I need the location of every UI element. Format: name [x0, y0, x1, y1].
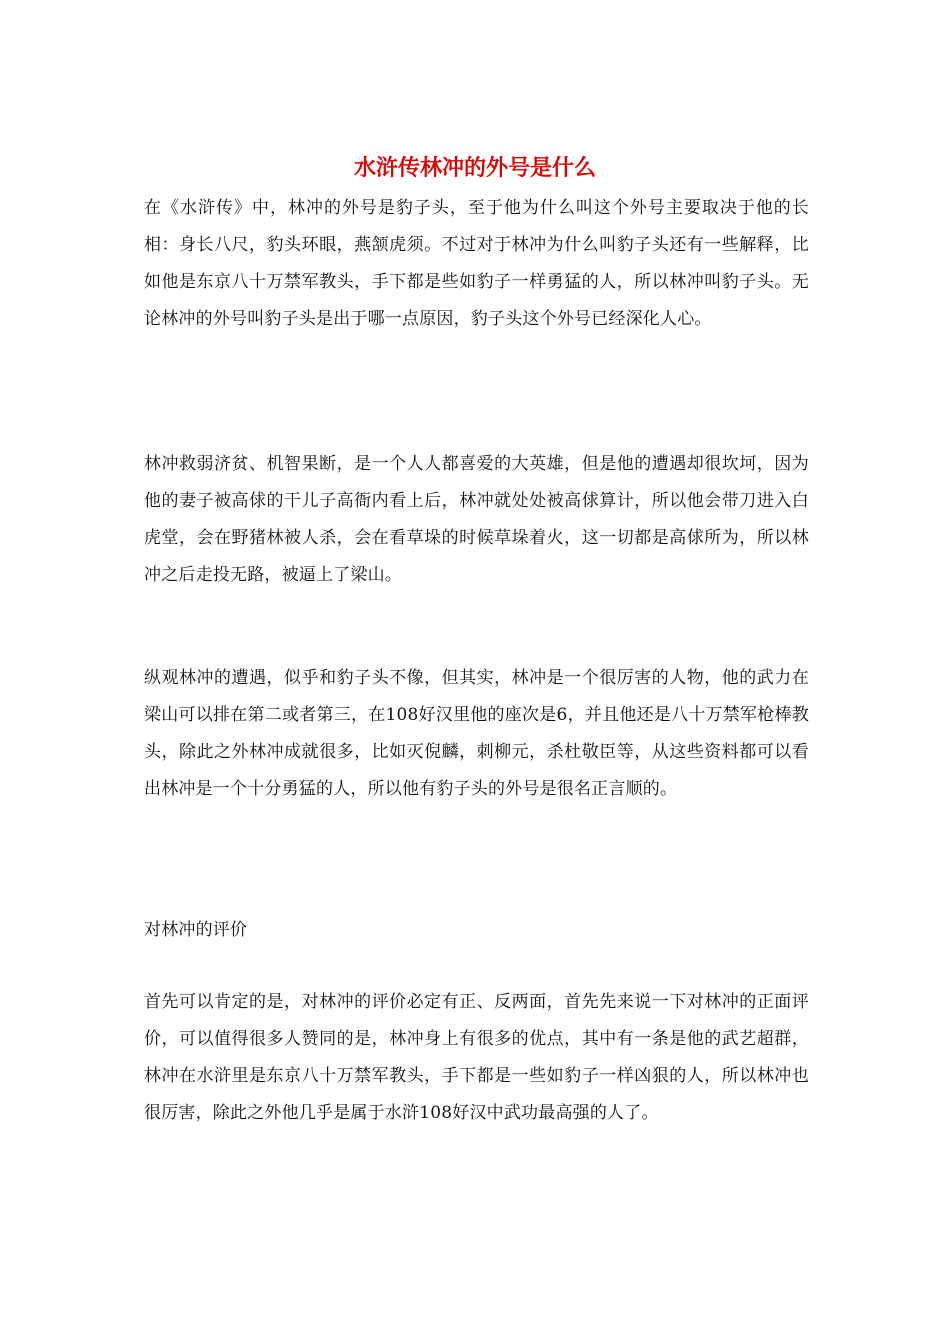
paragraph-evaluation: 首先可以肯定的是，对林冲的评价必定有正、反两面，首先先来说一下对林冲的正面评价，可以值得很多人赞同的是，林冲身上有很多的优点，其中有一条是他的武艺超群，林冲在水浒里是东京八十万禁军教头，手下都是一些如豹子一样凶狠的人，所以林冲也很厉害，除此之外他几乎是属于水浒108好汉中武功最高强的人了。 [144, 992, 809, 1123]
paragraph-nickname: 在《水浒传》中，林冲的外号是豹子头，至于他为什么叫这个外号主要取决于他的长相：身长八尺，豹头环眼，燕颔虎须。不过对于林冲为什么叫豹子头还有一些解释，比如他是东京八十万禁军教头，手下都是些如豹子一样勇猛的人，所以林冲叫豹子头。无论林冲的外号叫豹子头是出于哪一点原因，豹子头这个外号已经深化人心。 [144, 198, 809, 329]
paragraph-hardships: 林冲救弱济贫、机智果断，是一个人人都喜爱的大英雄，但是他的遭遇却很坎坷，因为他的妻子被高俅的干儿子高衙内看上后，林冲就处处被高俅算计，所以他会带刀进入白虎堂，会在野猪林被人杀，会在看草垛的时候草垛着火，这一切都是高俅所为，所以林冲之后走投无路，被逼上了梁山。 [144, 454, 809, 585]
section-heading-evaluation: 对林冲的评价 [144, 920, 248, 940]
paragraph-strength: 纵观林冲的遭遇，似乎和豹子头不像，但其实，林冲是一个很厉害的人物，他的武力在梁山可以排在第二或者第三，在108好汉里他的座次是6，并且他还是八十万禁军枪棒教头，除此之外林冲成就很多，比如灭倪麟，刺柳元，杀杜敬臣等，从这些资料都可以看出林冲是一个十分勇猛的人，所以他有豹子头的外号是很名正言顺的。 [144, 668, 809, 799]
page-title: 水浒传林冲的外号是什么 [353, 155, 596, 181]
